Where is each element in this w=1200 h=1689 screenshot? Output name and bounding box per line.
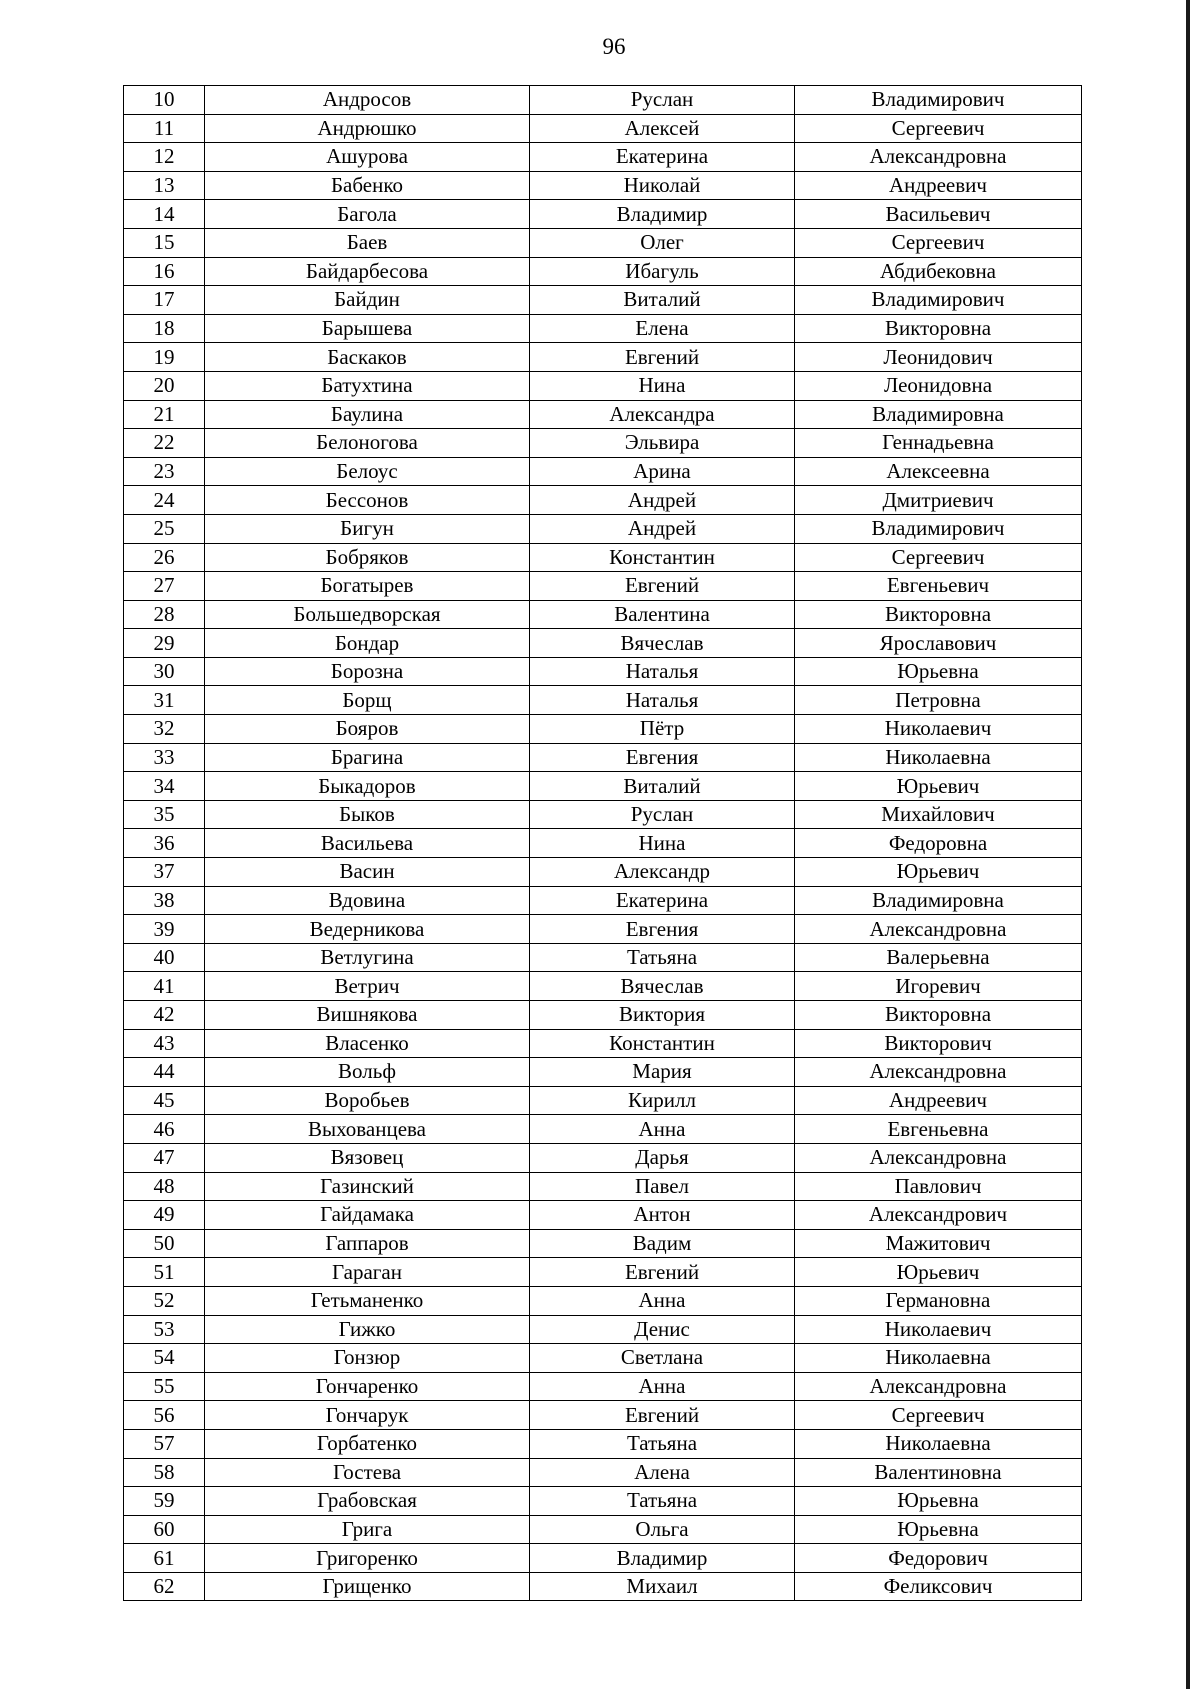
first-name-cell: Константин [530,543,795,572]
last-name-cell: Ашурова [205,143,530,172]
first-name-cell: Владимир [530,1544,795,1573]
table-row [124,1487,1082,1516]
row-number-cell: 34 [124,772,205,801]
first-name-cell: Татьяна [530,1487,795,1516]
patronymic-cell: Сергеевич [795,114,1082,143]
row-number-cell: 31 [124,686,205,715]
first-name-cell: Евгений [530,1258,795,1287]
table-row [124,1201,1082,1230]
roster-body [124,86,1082,1601]
patronymic-cell: Александровна [795,1058,1082,1087]
last-name-cell: Васин [205,858,530,887]
last-name-cell: Белоногова [205,429,530,458]
last-name-cell: Ветрич [205,972,530,1001]
table-row [124,228,1082,257]
row-number-cell: 29 [124,629,205,658]
first-name-cell: Андрей [530,486,795,515]
patronymic-cell: Юрьевна [795,1515,1082,1544]
first-name-cell: Вячеслав [530,629,795,658]
table-row [124,886,1082,915]
first-name-cell: Руслан [530,86,795,115]
table-row [124,171,1082,200]
row-number-cell: 36 [124,829,205,858]
row-number-cell: 26 [124,543,205,572]
last-name-cell: Бабенко [205,171,530,200]
last-name-cell: Борщ [205,686,530,715]
patronymic-cell: Юрьевич [795,772,1082,801]
patronymic-cell: Германовна [795,1286,1082,1315]
row-number-cell: 45 [124,1086,205,1115]
row-number-cell: 50 [124,1229,205,1258]
first-name-cell: Анна [530,1115,795,1144]
table-row [124,858,1082,887]
first-name-cell: Ибагуль [530,257,795,286]
first-name-cell: Анна [530,1372,795,1401]
first-name-cell: Дарья [530,1143,795,1172]
row-number-cell: 27 [124,572,205,601]
first-name-cell: Руслан [530,800,795,829]
row-number-cell: 32 [124,715,205,744]
last-name-cell: Грабовская [205,1487,530,1516]
first-name-cell: Евгения [530,743,795,772]
patronymic-cell: Павлович [795,1172,1082,1201]
first-name-cell: Светлана [530,1344,795,1373]
table-row [124,829,1082,858]
first-name-cell: Александр [530,858,795,887]
first-name-cell: Антон [530,1201,795,1230]
row-number-cell: 43 [124,1029,205,1058]
last-name-cell: Гараган [205,1258,530,1287]
last-name-cell: Быков [205,800,530,829]
first-name-cell: Эльвира [530,429,795,458]
row-number-cell: 16 [124,257,205,286]
patronymic-cell: Юрьевич [795,858,1082,887]
first-name-cell: Татьяна [530,943,795,972]
last-name-cell: Быкадоров [205,772,530,801]
last-name-cell: Барышева [205,314,530,343]
table-row [124,572,1082,601]
patronymic-cell: Федорович [795,1544,1082,1573]
table-row [124,1229,1082,1258]
patronymic-cell: Николаевна [795,743,1082,772]
row-number-cell: 18 [124,314,205,343]
patronymic-cell: Александровна [795,143,1082,172]
last-name-cell: Гаппаров [205,1229,530,1258]
table-row [124,943,1082,972]
table-row [124,1029,1082,1058]
table-row [124,915,1082,944]
last-name-cell: Большедворская [205,600,530,629]
table-row [124,314,1082,343]
table-row [124,371,1082,400]
table-row [124,1458,1082,1487]
last-name-cell: Выхованцева [205,1115,530,1144]
table-row [124,1086,1082,1115]
patronymic-cell: Викторович [795,1029,1082,1058]
row-number-cell: 15 [124,228,205,257]
row-number-cell: 20 [124,371,205,400]
row-number-cell: 51 [124,1258,205,1287]
last-name-cell: Вольф [205,1058,530,1087]
table-row [124,200,1082,229]
patronymic-cell: Андреевич [795,171,1082,200]
patronymic-cell: Юрьевна [795,1487,1082,1516]
table-row [124,1258,1082,1287]
last-name-cell: Гостева [205,1458,530,1487]
row-number-cell: 47 [124,1143,205,1172]
last-name-cell: Ветлугина [205,943,530,972]
first-name-cell: Павел [530,1172,795,1201]
patronymic-cell: Петровна [795,686,1082,715]
first-name-cell: Екатерина [530,886,795,915]
row-number-cell: 23 [124,457,205,486]
patronymic-cell: Викторовна [795,600,1082,629]
last-name-cell: Горбатенко [205,1429,530,1458]
last-name-cell: Байдарбесова [205,257,530,286]
patronymic-cell: Александровна [795,1372,1082,1401]
patronymic-cell: Сергеевич [795,228,1082,257]
row-number-cell: 48 [124,1172,205,1201]
last-name-cell: Баскаков [205,343,530,372]
patronymic-cell: Феликсович [795,1572,1082,1601]
table-row [124,1372,1082,1401]
row-number-cell: 14 [124,200,205,229]
patronymic-cell: Евгеньевич [795,572,1082,601]
table-row [124,1344,1082,1373]
table-row [124,1172,1082,1201]
table-row [124,1001,1082,1030]
last-name-cell: Газинский [205,1172,530,1201]
last-name-cell: Вдовина [205,886,530,915]
table-row [124,343,1082,372]
first-name-cell: Нина [530,371,795,400]
row-number-cell: 58 [124,1458,205,1487]
first-name-cell: Нина [530,829,795,858]
last-name-cell: Бигун [205,514,530,543]
table-row [124,486,1082,515]
patronymic-cell: Юрьевич [795,1258,1082,1287]
table-row [124,629,1082,658]
row-number-cell: 25 [124,514,205,543]
first-name-cell: Алена [530,1458,795,1487]
last-name-cell: Борозна [205,657,530,686]
table-row [124,400,1082,429]
table-row [124,429,1082,458]
table-row [124,1429,1082,1458]
last-name-cell: Бобряков [205,543,530,572]
first-name-cell: Вадим [530,1229,795,1258]
row-number-cell: 28 [124,600,205,629]
row-number-cell: 35 [124,800,205,829]
patronymic-cell: Владимировна [795,400,1082,429]
patronymic-cell: Николаевич [795,715,1082,744]
last-name-cell: Бондар [205,629,530,658]
patronymic-cell: Михайлович [795,800,1082,829]
table-row [124,686,1082,715]
patronymic-cell: Алексеевна [795,457,1082,486]
last-name-cell: Гончаренко [205,1372,530,1401]
patronymic-cell: Сергеевич [795,1401,1082,1430]
first-name-cell: Николай [530,171,795,200]
patronymic-cell: Александрович [795,1201,1082,1230]
last-name-cell: Андросов [205,86,530,115]
last-name-cell: Грига [205,1515,530,1544]
last-name-cell: Белоус [205,457,530,486]
table-row [124,772,1082,801]
patronymic-cell: Евгеньевна [795,1115,1082,1144]
patronymic-cell: Валентиновна [795,1458,1082,1487]
row-number-cell: 57 [124,1429,205,1458]
first-name-cell: Олег [530,228,795,257]
row-number-cell: 61 [124,1544,205,1573]
table-row [124,657,1082,686]
patronymic-cell: Владимировна [795,886,1082,915]
first-name-cell: Евгений [530,343,795,372]
last-name-cell: Батухтина [205,371,530,400]
last-name-cell: Баев [205,228,530,257]
table-row [124,1058,1082,1087]
row-number-cell: 39 [124,915,205,944]
patronymic-cell: Леонидовна [795,371,1082,400]
row-number-cell: 37 [124,858,205,887]
row-number-cell: 17 [124,286,205,315]
table-row [124,86,1082,115]
table-row [124,257,1082,286]
last-name-cell: Гижко [205,1315,530,1344]
patronymic-cell: Николаевна [795,1344,1082,1373]
row-number-cell: 19 [124,343,205,372]
last-name-cell: Васильева [205,829,530,858]
row-number-cell: 12 [124,143,205,172]
last-name-cell: Гетьманенко [205,1286,530,1315]
row-number-cell: 60 [124,1515,205,1544]
table-row [124,1286,1082,1315]
first-name-cell: Ольга [530,1515,795,1544]
last-name-cell: Вязовец [205,1143,530,1172]
row-number-cell: 46 [124,1115,205,1144]
row-number-cell: 54 [124,1344,205,1373]
table-row [124,1572,1082,1601]
table-row [124,800,1082,829]
table-row [124,743,1082,772]
patronymic-cell: Сергеевич [795,543,1082,572]
patronymic-cell: Васильевич [795,200,1082,229]
last-name-cell: Андрюшко [205,114,530,143]
table-row [124,1115,1082,1144]
patronymic-cell: Александровна [795,1143,1082,1172]
table-row [124,600,1082,629]
table-row [124,972,1082,1001]
page-edge-rule [1186,0,1190,1689]
last-name-cell: Бессонов [205,486,530,515]
first-name-cell: Мария [530,1058,795,1087]
table-row [124,543,1082,572]
first-name-cell: Евгения [530,915,795,944]
row-number-cell: 24 [124,486,205,515]
first-name-cell: Вячеслав [530,972,795,1001]
last-name-cell: Богатырев [205,572,530,601]
first-name-cell: Константин [530,1029,795,1058]
row-number-cell: 21 [124,400,205,429]
last-name-cell: Бояров [205,715,530,744]
patronymic-cell: Владимирович [795,514,1082,543]
row-number-cell: 41 [124,972,205,1001]
patronymic-cell: Ярославович [795,629,1082,658]
row-number-cell: 40 [124,943,205,972]
row-number-cell: 53 [124,1315,205,1344]
first-name-cell: Михаил [530,1572,795,1601]
roster-table [123,85,1082,1601]
row-number-cell: 10 [124,86,205,115]
table-row [124,1544,1082,1573]
table-row [124,114,1082,143]
first-name-cell: Елена [530,314,795,343]
first-name-cell: Екатерина [530,143,795,172]
last-name-cell: Брагина [205,743,530,772]
last-name-cell: Багола [205,200,530,229]
first-name-cell: Наталья [530,657,795,686]
table-row [124,1401,1082,1430]
last-name-cell: Гончарук [205,1401,530,1430]
patronymic-cell: Мажитович [795,1229,1082,1258]
last-name-cell: Ведерникова [205,915,530,944]
first-name-cell: Виталий [530,286,795,315]
first-name-cell: Виталий [530,772,795,801]
row-number-cell: 13 [124,171,205,200]
last-name-cell: Гайдамака [205,1201,530,1230]
patronymic-cell: Владимирович [795,286,1082,315]
patronymic-cell: Николаевич [795,1315,1082,1344]
patronymic-cell: Валерьевна [795,943,1082,972]
row-number-cell: 30 [124,657,205,686]
last-name-cell: Грищенко [205,1572,530,1601]
patronymic-cell: Викторовна [795,314,1082,343]
patronymic-cell: Александровна [795,915,1082,944]
last-name-cell: Баулина [205,400,530,429]
patronymic-cell: Викторовна [795,1001,1082,1030]
first-name-cell: Наталья [530,686,795,715]
patronymic-cell: Владимирович [795,86,1082,115]
row-number-cell: 38 [124,886,205,915]
first-name-cell: Александра [530,400,795,429]
last-name-cell: Вишнякова [205,1001,530,1030]
first-name-cell: Пётр [530,715,795,744]
row-number-cell: 52 [124,1286,205,1315]
table-row [124,1515,1082,1544]
patronymic-cell: Андреевич [795,1086,1082,1115]
table-row [124,143,1082,172]
first-name-cell: Виктория [530,1001,795,1030]
patronymic-cell: Николаевна [795,1429,1082,1458]
first-name-cell: Анна [530,1286,795,1315]
table-row [124,1143,1082,1172]
patronymic-cell: Дмитриевич [795,486,1082,515]
first-name-cell: Андрей [530,514,795,543]
first-name-cell: Алексей [530,114,795,143]
last-name-cell: Воробьев [205,1086,530,1115]
patronymic-cell: Юрьевна [795,657,1082,686]
last-name-cell: Байдин [205,286,530,315]
last-name-cell: Гонзюр [205,1344,530,1373]
first-name-cell: Арина [530,457,795,486]
patronymic-cell: Леонидович [795,343,1082,372]
row-number-cell: 49 [124,1201,205,1230]
first-name-cell: Валентина [530,600,795,629]
patronymic-cell: Абдибековна [795,257,1082,286]
first-name-cell: Татьяна [530,1429,795,1458]
first-name-cell: Евгений [530,1401,795,1430]
patronymic-cell: Геннадьевна [795,429,1082,458]
page-number: 96 [602,34,626,59]
row-number-cell: 55 [124,1372,205,1401]
row-number-cell: 11 [124,114,205,143]
table-row [124,514,1082,543]
patronymic-cell: Игоревич [795,972,1082,1001]
first-name-cell: Владимир [530,200,795,229]
last-name-cell: Григоренко [205,1544,530,1573]
row-number-cell: 42 [124,1001,205,1030]
row-number-cell: 59 [124,1487,205,1516]
table-row [124,457,1082,486]
patronymic-cell: Федоровна [795,829,1082,858]
last-name-cell: Власенко [205,1029,530,1058]
row-number-cell: 22 [124,429,205,458]
row-number-cell: 56 [124,1401,205,1430]
table-row [124,1315,1082,1344]
first-name-cell: Денис [530,1315,795,1344]
table-row [124,286,1082,315]
row-number-cell: 44 [124,1058,205,1087]
row-number-cell: 33 [124,743,205,772]
row-number-cell: 62 [124,1572,205,1601]
first-name-cell: Евгений [530,572,795,601]
first-name-cell: Кирилл [530,1086,795,1115]
table-row [124,715,1082,744]
